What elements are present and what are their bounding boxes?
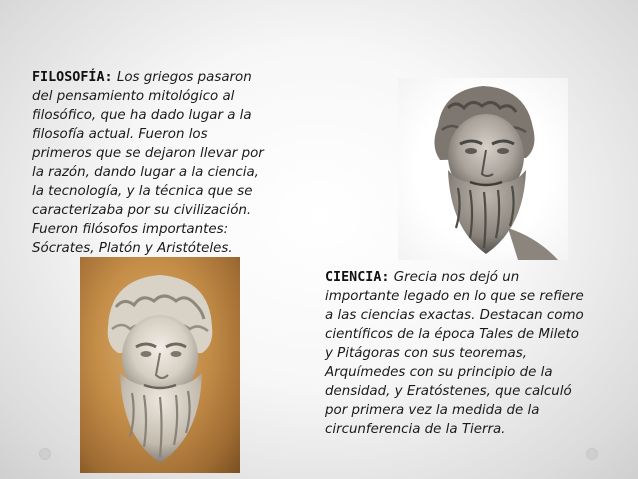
- filosofia-label: FILOSOFÍA:: [32, 70, 113, 85]
- ciencia-line: y Pitágoras con sus teoremas,: [325, 346, 527, 361]
- filosofia-line: la razón, dando lugar a la ciencia,: [32, 165, 259, 180]
- filosofia-line: la tecnología, y la técnica que se: [32, 184, 253, 199]
- ciencia-line: importante legado en lo que se refiere: [325, 289, 584, 304]
- filosofia-line: del pensamiento mitológico al: [32, 89, 235, 104]
- ciencia-line: a las ciencias exactas. Destacan como: [325, 308, 584, 323]
- ciencia-line: Arquímedes con su principio de la: [325, 365, 553, 380]
- ciencia-label: CIENCIA:: [325, 270, 390, 285]
- previous-slide-dot[interactable]: [39, 448, 51, 460]
- filosofia-line: caracterizaba por su civilización.: [32, 203, 252, 218]
- filosofia-line: Sócrates, Platón y Aristóteles.: [32, 241, 233, 256]
- next-slide-dot[interactable]: [586, 448, 598, 460]
- filosofia-line: filosófico, que ha dado lugar a la: [32, 108, 252, 123]
- ciencia-paragraph: [325, 268, 623, 439]
- ciencia-line: circunferencia de la Tierra.: [325, 422, 506, 437]
- ciencia-line: por primera vez la medida de la: [325, 403, 540, 418]
- ciencia-line: densidad, y Eratóstenes, que calculó: [325, 384, 572, 399]
- filosofia-line: filosofía actual. Fueron los: [32, 127, 208, 142]
- filosofia-line: primeros que se dejaron llevar por: [32, 146, 264, 161]
- filosofia-paragraph: [32, 68, 294, 258]
- ciencia-line: científicos de la época Tales de Mileto: [325, 327, 579, 342]
- filosofia-line: Fueron filósofos importantes:: [32, 222, 229, 237]
- socrates-bust-image: [80, 257, 240, 473]
- filosofia-line: Los griegos pasaron: [116, 70, 252, 85]
- ciencia-line: Grecia nos dejó un: [393, 270, 520, 285]
- plato-bust-image: [398, 78, 568, 260]
